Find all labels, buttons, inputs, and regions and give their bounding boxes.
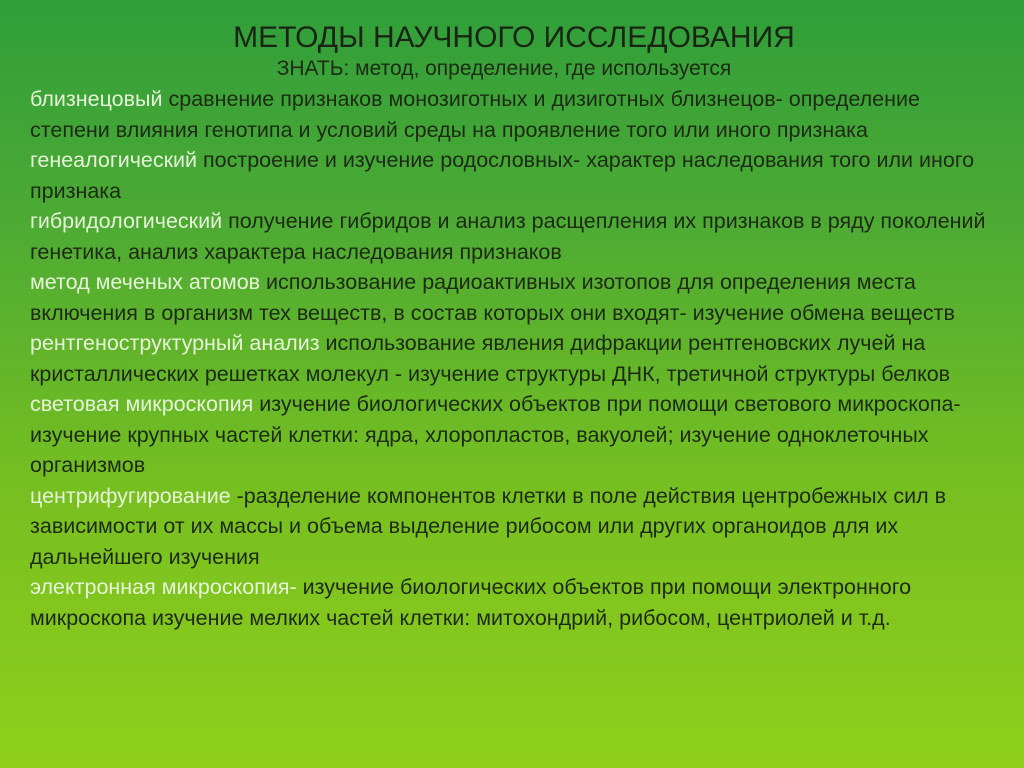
method-item-electron-microscopy	[30, 572, 998, 633]
method-item-genealogical	[30, 145, 998, 206]
methods-list	[30, 84, 998, 633]
method-name: метод меченых атомов	[30, 270, 261, 294]
method-item-centrifugation	[30, 481, 998, 573]
method-description: изучение биологических объектов при помощи светового микроскопа- изучение крупных частей клетки: ядра, хлоропластов, вакуолей; изучение одноклеточных организмов	[30, 392, 961, 477]
method-description: -разделение компонентов клетки в поле действия центробежных сил в зависимости от их массы и объема выделение рибосом или других органоидов для их дальнейшего изучения	[30, 483, 947, 569]
method-name: гибридологический	[30, 209, 223, 233]
method-description: использование явления дифракции рентгеновских лучей на кристаллических решетках молекул - изучение структуры ДНК, третичной структуры белков	[30, 331, 951, 386]
method-item-labeled-atoms	[30, 267, 998, 328]
method-name: световая микроскопия	[30, 392, 254, 416]
method-name: центрифугирование	[30, 483, 231, 508]
method-item-hybridological	[30, 206, 998, 267]
method-item-twin	[30, 84, 998, 145]
method-description: использование радиоактивных изотопов для определения места включения в организм тех веществ, в состав которых они входят- изучение обмена веществ	[30, 270, 955, 325]
method-name: генеалогический	[30, 148, 198, 172]
method-name: электронная микроскопия-	[30, 575, 297, 599]
method-name: близнецовый	[30, 87, 163, 111]
method-description: построение и изучение родословных- характер наследования того или иного признака	[30, 148, 975, 203]
method-description: изучение биологических объектов при помощи электронного микроскопа изучение мелких частей клетки: митохондрий, рибосом, центриолей и т.д.	[30, 575, 912, 630]
method-name: рентгеноструктурный анализ	[30, 331, 320, 355]
method-item-light-microscopy	[30, 389, 998, 481]
slide-title: МЕТОДЫ НАУЧНОГО ИССЛЕДОВАНИЯ	[233, 21, 795, 54]
method-description: получение гибридов и анализ расщепления их признаков в ряду поколений генетика, анализ характера наследования признаков	[30, 209, 986, 264]
slide-subtitle: ЗНАТЬ: метод, определение, где используется	[276, 57, 732, 80]
method-item-xray-analysis	[30, 328, 998, 389]
method-description: сравнение признаков монозиготных и дизиготных близнецов- определение степени влияния генотипа и условий среды на проявление того или иного признака	[30, 87, 920, 142]
